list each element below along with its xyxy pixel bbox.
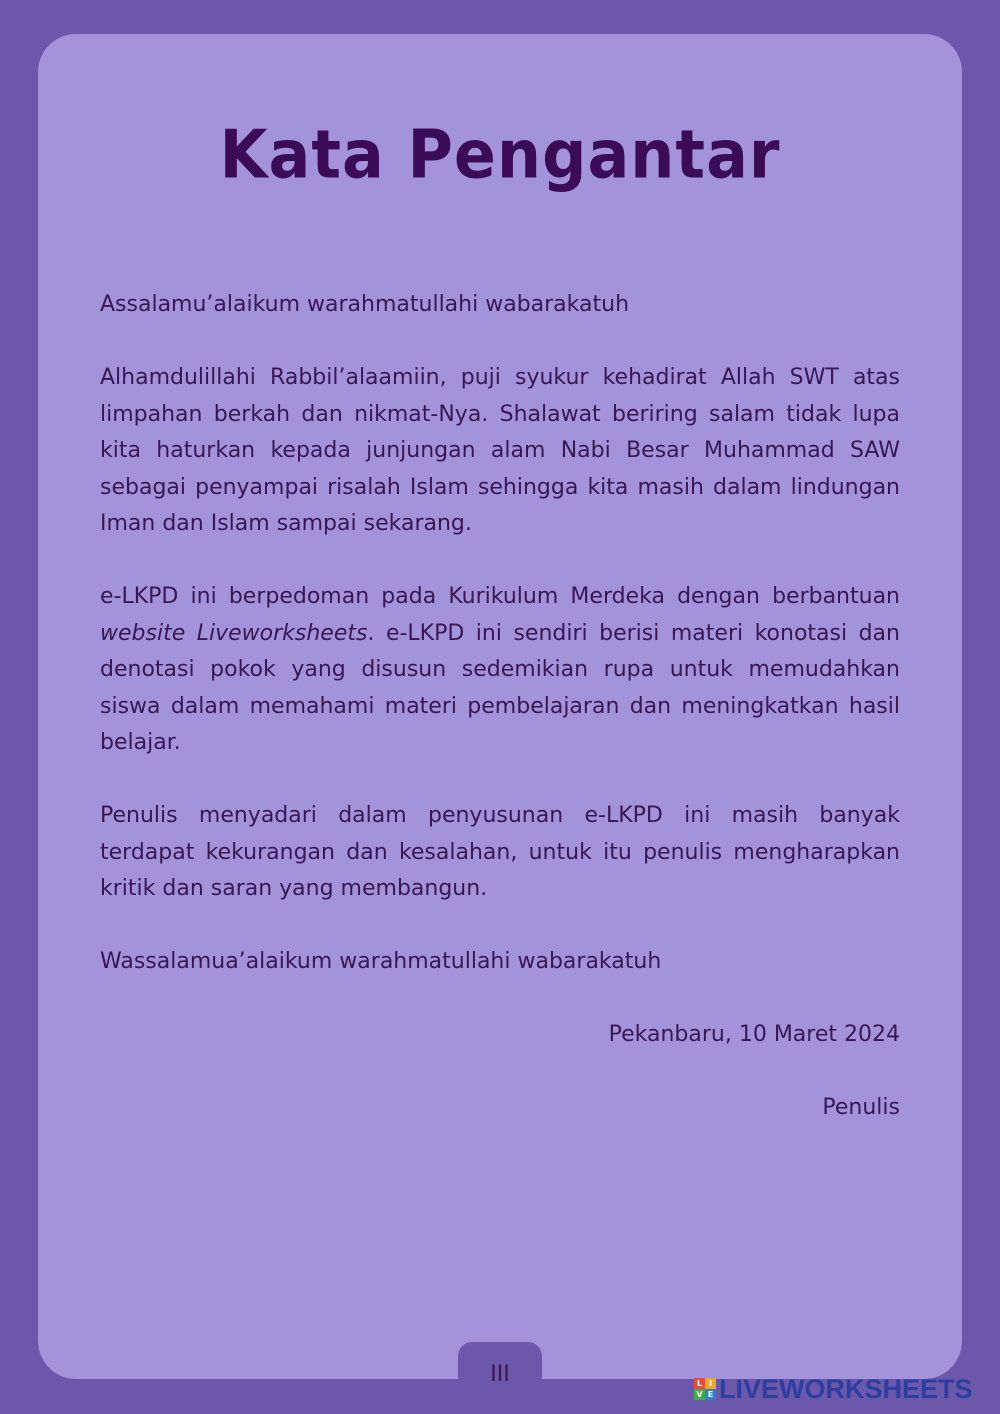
page-title: Kata Pengantar	[219, 115, 781, 194]
paragraph-2	[100, 579, 900, 762]
logo-letter-i: I	[705, 1378, 716, 1389]
liveworksheets-watermark	[694, 1374, 973, 1404]
paragraph-2-italic: website Liveworksheets	[100, 620, 368, 646]
author-signature: Penulis	[822, 1095, 900, 1120]
paragraph-3: Penulis menyadari dalam penyusunan e-LKPD ini masih banyak terdapat kekurangan dan kesalahan, untuk itu penulis mengharapkan kritik dan saran yang membangun.	[100, 803, 900, 901]
liveworksheets-logo-text: LIVEWORKSHEETS	[719, 1373, 973, 1404]
place-date: Pekanbaru, 10 Maret 2024	[608, 1022, 900, 1047]
logo-letter-v: V	[694, 1389, 705, 1400]
greeting-text: Assalamu’alaikum warahmatullahi wabarakatuh	[100, 292, 630, 317]
paragraph-2-intro: e-LKPD ini berpedoman pada Kurikulum Merdeka dengan berbantuan	[100, 584, 900, 609]
page-number: III	[490, 1362, 510, 1387]
paragraph-1: Alhamdulillahi Rabbil’alaamiin, puji syukur kehadirat Allah SWT atas limpahan berkah dan nikmat-Nya. Shalawat beriring salam tidak lupa kita haturkan kepada junjungan alam Nabi Besar Muhammad SAW sebagai penyampai risalah Islam sehingga kita masih dalam lindungan Iman dan Islam sampai sekarang.	[100, 365, 900, 536]
logo-letter-e: E	[705, 1389, 716, 1400]
logo-letter-l: L	[694, 1378, 705, 1389]
closing-text: Wassalamua’alaikum warahmatullahi wabarakatuh	[100, 949, 662, 974]
paragraph-2-rest: . e-LKPD ini sendiri berisi materi konotasi dan denotasi pokok yang disusun sedemikian rupa untuk memudahkan siswa dalam memahami materi pembelajaran dan meningkatkan hasil belajar.	[100, 620, 900, 755]
liveworksheets-logo-icon	[694, 1378, 716, 1400]
